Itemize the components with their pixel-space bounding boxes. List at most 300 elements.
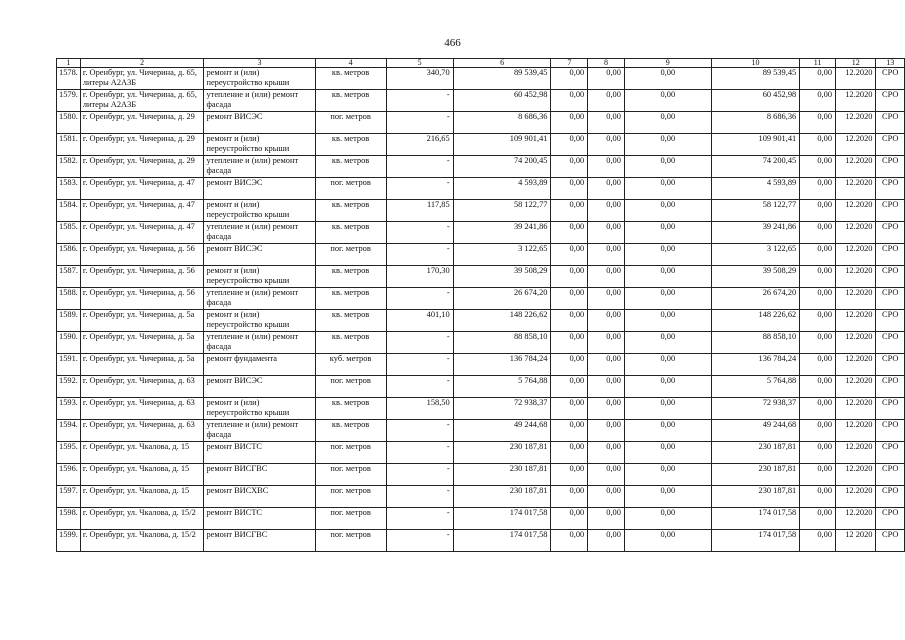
volume-cell: -: [386, 442, 453, 464]
owners-funds-cell: 58 122,77: [711, 200, 800, 222]
row-number-cell: 1585.: [57, 222, 81, 244]
local-budget-cell: 0,00: [624, 200, 711, 222]
regional-budget-cell: 0,00: [588, 442, 625, 464]
method-cell: СРО: [876, 156, 905, 178]
regional-budget-cell: 0,00: [588, 508, 625, 530]
method-cell: СРО: [876, 90, 905, 112]
method-cell: СРО: [876, 112, 905, 134]
fund-cell: 0,00: [551, 442, 588, 464]
table-row: [57, 134, 905, 156]
row-number-cell: 1589.: [57, 310, 81, 332]
work-type-cell: утепление и (или) ремонт фасада: [204, 332, 315, 354]
unit-cell: пог. метров: [315, 486, 386, 508]
address-cell: г. Оренбург, ул. Чичерина, д. 29: [80, 112, 204, 134]
row-number-cell: 1591.: [57, 354, 81, 376]
address-cell: г. Оренбург, ул. Чичерина, д. 56: [80, 244, 204, 266]
volume-cell: 117,85: [386, 200, 453, 222]
other-funds-cell: 0,00: [800, 244, 836, 266]
deadline-cell: 12.2020: [836, 134, 876, 156]
column-header: 13: [876, 59, 905, 68]
other-funds-cell: 0,00: [800, 134, 836, 156]
unit-cell: кв. метров: [315, 222, 386, 244]
column-header: 2: [80, 59, 204, 68]
deadline-cell: 12.2020: [836, 200, 876, 222]
row-number-cell: 1583.: [57, 178, 81, 200]
fund-cell: 0,00: [551, 530, 588, 552]
column-header: 10: [711, 59, 800, 68]
local-budget-cell: 0,00: [624, 332, 711, 354]
unit-cell: кв. метров: [315, 398, 386, 420]
address-cell: г. Оренбург, ул. Чичерина, д. 29: [80, 156, 204, 178]
volume-cell: -: [386, 90, 453, 112]
table-row: [57, 530, 905, 552]
total-cost-cell: 230 187,81: [453, 486, 551, 508]
total-cost-cell: 230 187,81: [453, 442, 551, 464]
work-type-cell: ремонт ВИСХВС: [204, 486, 315, 508]
other-funds-cell: 0,00: [800, 222, 836, 244]
local-budget-cell: 0,00: [624, 134, 711, 156]
column-header: 9: [624, 59, 711, 68]
work-type-cell: утепление и (или) ремонт фасада: [204, 90, 315, 112]
total-cost-cell: 174 017,58: [453, 530, 551, 552]
deadline-cell: 12.2020: [836, 398, 876, 420]
other-funds-cell: 0,00: [800, 442, 836, 464]
local-budget-cell: 0,00: [624, 420, 711, 442]
deadline-cell: 12 2020: [836, 530, 876, 552]
deadline-cell: 12.2020: [836, 442, 876, 464]
volume-cell: -: [386, 288, 453, 310]
other-funds-cell: 0,00: [800, 508, 836, 530]
method-cell: СРО: [876, 222, 905, 244]
table-row: [57, 420, 905, 442]
owners-funds-cell: 8 686,36: [711, 112, 800, 134]
unit-cell: пог. метров: [315, 112, 386, 134]
work-type-cell: ремонт ВИСГВС: [204, 530, 315, 552]
total-cost-cell: 49 244,68: [453, 420, 551, 442]
other-funds-cell: 0,00: [800, 530, 836, 552]
fund-cell: 0,00: [551, 222, 588, 244]
fund-cell: 0,00: [551, 178, 588, 200]
total-cost-cell: 72 938,37: [453, 398, 551, 420]
other-funds-cell: 0,00: [800, 376, 836, 398]
total-cost-cell: 8 686,36: [453, 112, 551, 134]
other-funds-cell: 0,00: [800, 68, 836, 90]
method-cell: СРО: [876, 508, 905, 530]
deadline-cell: 12.2020: [836, 508, 876, 530]
row-number-cell: 1599.: [57, 530, 81, 552]
row-number-cell: 1581.: [57, 134, 81, 156]
owners-funds-cell: 4 593,89: [711, 178, 800, 200]
table-row: [57, 68, 905, 90]
owners-funds-cell: 5 764,88: [711, 376, 800, 398]
volume-cell: -: [386, 156, 453, 178]
unit-cell: кв. метров: [315, 420, 386, 442]
total-cost-cell: 3 122,65: [453, 244, 551, 266]
row-number-cell: 1597.: [57, 486, 81, 508]
total-cost-cell: 89 539,45: [453, 68, 551, 90]
deadline-cell: 12.2020: [836, 68, 876, 90]
work-type-cell: ремонт ВИСЭС: [204, 112, 315, 134]
method-cell: СРО: [876, 442, 905, 464]
table-row: [57, 310, 905, 332]
work-type-cell: ремонт ВИСТС: [204, 442, 315, 464]
local-budget-cell: 0,00: [624, 222, 711, 244]
other-funds-cell: 0,00: [800, 464, 836, 486]
deadline-cell: 12.2020: [836, 464, 876, 486]
local-budget-cell: 0,00: [624, 156, 711, 178]
total-cost-cell: 148 226,62: [453, 310, 551, 332]
row-number-cell: 1578.: [57, 68, 81, 90]
address-cell: г. Оренбург, ул. Чкалова, д. 15: [80, 486, 204, 508]
row-number-cell: 1587.: [57, 266, 81, 288]
table-row: [57, 354, 905, 376]
local-budget-cell: 0,00: [624, 178, 711, 200]
method-cell: СРО: [876, 244, 905, 266]
deadline-cell: 12.2020: [836, 244, 876, 266]
method-cell: СРО: [876, 464, 905, 486]
fund-cell: 0,00: [551, 90, 588, 112]
other-funds-cell: 0,00: [800, 156, 836, 178]
volume-cell: -: [386, 244, 453, 266]
unit-cell: кв. метров: [315, 156, 386, 178]
local-budget-cell: 0,00: [624, 112, 711, 134]
fund-cell: 0,00: [551, 266, 588, 288]
method-cell: СРО: [876, 68, 905, 90]
local-budget-cell: 0,00: [624, 90, 711, 112]
table-row: [57, 200, 905, 222]
volume-cell: -: [386, 354, 453, 376]
regional-budget-cell: 0,00: [588, 288, 625, 310]
owners-funds-cell: 136 784,24: [711, 354, 800, 376]
address-cell: г. Оренбург, ул. Чичерина, д. 63: [80, 398, 204, 420]
row-number-cell: 1580.: [57, 112, 81, 134]
column-header: 6: [453, 59, 551, 68]
total-cost-cell: 4 593,89: [453, 178, 551, 200]
work-type-cell: ремонт и (или) переустройство крыши: [204, 398, 315, 420]
row-number-cell: 1592.: [57, 376, 81, 398]
fund-cell: 0,00: [551, 200, 588, 222]
work-type-cell: утепление и (или) ремонт фасада: [204, 420, 315, 442]
unit-cell: кв. метров: [315, 310, 386, 332]
row-number-cell: 1590.: [57, 332, 81, 354]
row-number-cell: 1582.: [57, 156, 81, 178]
fund-cell: 0,00: [551, 288, 588, 310]
owners-funds-cell: 174 017,58: [711, 530, 800, 552]
volume-cell: -: [386, 376, 453, 398]
fund-cell: 0,00: [551, 310, 588, 332]
works-register-table: [56, 58, 905, 552]
total-cost-cell: 174 017,58: [453, 508, 551, 530]
method-cell: СРО: [876, 200, 905, 222]
volume-cell: -: [386, 464, 453, 486]
other-funds-cell: 0,00: [800, 332, 836, 354]
address-cell: г. Оренбург, ул. Чичерина, д. 47: [80, 200, 204, 222]
regional-budget-cell: 0,00: [588, 244, 625, 266]
total-cost-cell: 58 122,77: [453, 200, 551, 222]
deadline-cell: 12.2020: [836, 156, 876, 178]
regional-budget-cell: 0,00: [588, 530, 625, 552]
work-type-cell: ремонт и (или) переустройство крыши: [204, 266, 315, 288]
total-cost-cell: 5 764,88: [453, 376, 551, 398]
other-funds-cell: 0,00: [800, 178, 836, 200]
unit-cell: кв. метров: [315, 288, 386, 310]
owners-funds-cell: 88 858,10: [711, 332, 800, 354]
total-cost-cell: 136 784,24: [453, 354, 551, 376]
fund-cell: 0,00: [551, 354, 588, 376]
row-number-cell: 1588.: [57, 288, 81, 310]
deadline-cell: 12.2020: [836, 90, 876, 112]
fund-cell: 0,00: [551, 376, 588, 398]
row-number-cell: 1594.: [57, 420, 81, 442]
regional-budget-cell: 0,00: [588, 200, 625, 222]
address-cell: г. Оренбург, ул. Чичерина, д. 5а: [80, 332, 204, 354]
other-funds-cell: 0,00: [800, 288, 836, 310]
volume-cell: 401,10: [386, 310, 453, 332]
row-number-cell: 1598.: [57, 508, 81, 530]
local-budget-cell: 0,00: [624, 530, 711, 552]
column-header: 11: [800, 59, 836, 68]
column-number-row: [57, 59, 905, 68]
regional-budget-cell: 0,00: [588, 354, 625, 376]
table-row: [57, 222, 905, 244]
fund-cell: 0,00: [551, 398, 588, 420]
total-cost-cell: 230 187,81: [453, 464, 551, 486]
address-cell: г. Оренбург, ул. Чичерина, д. 65, литеры А2А3Б: [80, 68, 204, 90]
regional-budget-cell: 0,00: [588, 420, 625, 442]
owners-funds-cell: 109 901,41: [711, 134, 800, 156]
work-type-cell: ремонт ВИСЭС: [204, 376, 315, 398]
address-cell: г. Оренбург, ул. Чичерина, д. 29: [80, 134, 204, 156]
other-funds-cell: 0,00: [800, 398, 836, 420]
table-row: [57, 376, 905, 398]
regional-budget-cell: 0,00: [588, 376, 625, 398]
table-row: [57, 332, 905, 354]
local-budget-cell: 0,00: [624, 464, 711, 486]
method-cell: СРО: [876, 288, 905, 310]
owners-funds-cell: 230 187,81: [711, 486, 800, 508]
regional-budget-cell: 0,00: [588, 398, 625, 420]
owners-funds-cell: 49 244,68: [711, 420, 800, 442]
regional-budget-cell: 0,00: [588, 332, 625, 354]
fund-cell: 0,00: [551, 156, 588, 178]
regional-budget-cell: 0,00: [588, 134, 625, 156]
work-type-cell: утепление и (или) ремонт фасада: [204, 156, 315, 178]
address-cell: г. Оренбург, ул. Чкалова, д. 15/2: [80, 530, 204, 552]
local-budget-cell: 0,00: [624, 508, 711, 530]
volume-cell: -: [386, 332, 453, 354]
other-funds-cell: 0,00: [800, 420, 836, 442]
local-budget-cell: 0,00: [624, 266, 711, 288]
owners-funds-cell: 148 226,62: [711, 310, 800, 332]
method-cell: СРО: [876, 398, 905, 420]
unit-cell: пог. метров: [315, 178, 386, 200]
method-cell: СРО: [876, 486, 905, 508]
address-cell: г. Оренбург, ул. Чкалова, д. 15/2: [80, 508, 204, 530]
owners-funds-cell: 89 539,45: [711, 68, 800, 90]
table-row: [57, 178, 905, 200]
unit-cell: кв. метров: [315, 68, 386, 90]
total-cost-cell: 88 858,10: [453, 332, 551, 354]
table-row: [57, 156, 905, 178]
table-row: [57, 288, 905, 310]
deadline-cell: 12.2020: [836, 222, 876, 244]
row-number-cell: 1593.: [57, 398, 81, 420]
address-cell: г. Оренбург, ул. Чичерина, д. 56: [80, 288, 204, 310]
volume-cell: 158,50: [386, 398, 453, 420]
address-cell: г. Оренбург, ул. Чичерина, д. 5а: [80, 354, 204, 376]
total-cost-cell: 60 452,98: [453, 90, 551, 112]
total-cost-cell: 26 674,20: [453, 288, 551, 310]
regional-budget-cell: 0,00: [588, 222, 625, 244]
regional-budget-cell: 0,00: [588, 112, 625, 134]
other-funds-cell: 0,00: [800, 354, 836, 376]
volume-cell: 216,65: [386, 134, 453, 156]
work-type-cell: ремонт и (или) переустройство крыши: [204, 68, 315, 90]
table-row: [57, 398, 905, 420]
fund-cell: 0,00: [551, 134, 588, 156]
unit-cell: пог. метров: [315, 464, 386, 486]
volume-cell: -: [386, 530, 453, 552]
regional-budget-cell: 0,00: [588, 68, 625, 90]
other-funds-cell: 0,00: [800, 90, 836, 112]
unit-cell: пог. метров: [315, 376, 386, 398]
row-number-cell: 1584.: [57, 200, 81, 222]
owners-funds-cell: 39 241,86: [711, 222, 800, 244]
volume-cell: -: [386, 420, 453, 442]
regional-budget-cell: 0,00: [588, 486, 625, 508]
fund-cell: 0,00: [551, 244, 588, 266]
work-type-cell: ремонт ВИСЭС: [204, 178, 315, 200]
local-budget-cell: 0,00: [624, 68, 711, 90]
owners-funds-cell: 230 187,81: [711, 464, 800, 486]
total-cost-cell: 74 200,45: [453, 156, 551, 178]
work-type-cell: ремонт и (или) переустройство крыши: [204, 310, 315, 332]
table-row: [57, 486, 905, 508]
unit-cell: кв. метров: [315, 90, 386, 112]
owners-funds-cell: 39 508,29: [711, 266, 800, 288]
local-budget-cell: 0,00: [624, 376, 711, 398]
fund-cell: 0,00: [551, 332, 588, 354]
work-type-cell: ремонт ВИСТС: [204, 508, 315, 530]
deadline-cell: 12.2020: [836, 288, 876, 310]
address-cell: г. Оренбург, ул. Чкалова, д. 15: [80, 442, 204, 464]
deadline-cell: 12.2020: [836, 266, 876, 288]
total-cost-cell: 39 508,29: [453, 266, 551, 288]
owners-funds-cell: 74 200,45: [711, 156, 800, 178]
local-budget-cell: 0,00: [624, 486, 711, 508]
owners-funds-cell: 230 187,81: [711, 442, 800, 464]
work-type-cell: ремонт и (или) переустройство крыши: [204, 200, 315, 222]
unit-cell: пог. метров: [315, 530, 386, 552]
table-row: [57, 464, 905, 486]
column-header: 4: [315, 59, 386, 68]
regional-budget-cell: 0,00: [588, 266, 625, 288]
local-budget-cell: 0,00: [624, 442, 711, 464]
owners-funds-cell: 3 122,65: [711, 244, 800, 266]
table-row: [57, 266, 905, 288]
row-number-cell: 1586.: [57, 244, 81, 266]
address-cell: г. Оренбург, ул. Чичерина, д. 63: [80, 420, 204, 442]
unit-cell: кв. метров: [315, 200, 386, 222]
fund-cell: 0,00: [551, 420, 588, 442]
owners-funds-cell: 26 674,20: [711, 288, 800, 310]
owners-funds-cell: 72 938,37: [711, 398, 800, 420]
regional-budget-cell: 0,00: [588, 156, 625, 178]
row-number-cell: 1579.: [57, 90, 81, 112]
deadline-cell: 12.2020: [836, 112, 876, 134]
volume-cell: 340,70: [386, 68, 453, 90]
table-row: [57, 90, 905, 112]
volume-cell: -: [386, 222, 453, 244]
column-header: 5: [386, 59, 453, 68]
page-number: 466: [444, 37, 461, 49]
deadline-cell: 12.2020: [836, 354, 876, 376]
regional-budget-cell: 0,00: [588, 178, 625, 200]
deadline-cell: 12.2020: [836, 486, 876, 508]
unit-cell: пог. метров: [315, 442, 386, 464]
method-cell: СРО: [876, 332, 905, 354]
work-type-cell: ремонт ВИСГВС: [204, 464, 315, 486]
row-number-cell: 1595.: [57, 442, 81, 464]
table-row: [57, 112, 905, 134]
local-budget-cell: 0,00: [624, 288, 711, 310]
volume-cell: -: [386, 508, 453, 530]
fund-cell: 0,00: [551, 486, 588, 508]
method-cell: СРО: [876, 178, 905, 200]
total-cost-cell: 39 241,86: [453, 222, 551, 244]
other-funds-cell: 0,00: [800, 266, 836, 288]
other-funds-cell: 0,00: [800, 310, 836, 332]
work-type-cell: ремонт фундамента: [204, 354, 315, 376]
address-cell: г. Оренбург, ул. Чичерина, д. 65, литеры А2А3Б: [80, 90, 204, 112]
local-budget-cell: 0,00: [624, 398, 711, 420]
fund-cell: 0,00: [551, 68, 588, 90]
column-header: 7: [551, 59, 588, 68]
deadline-cell: 12.2020: [836, 178, 876, 200]
deadline-cell: 12.2020: [836, 376, 876, 398]
method-cell: СРО: [876, 266, 905, 288]
fund-cell: 0,00: [551, 112, 588, 134]
volume-cell: -: [386, 486, 453, 508]
regional-budget-cell: 0,00: [588, 310, 625, 332]
total-cost-cell: 109 901,41: [453, 134, 551, 156]
other-funds-cell: 0,00: [800, 200, 836, 222]
unit-cell: кв. метров: [315, 134, 386, 156]
other-funds-cell: 0,00: [800, 486, 836, 508]
address-cell: г. Оренбург, ул. Чичерина, д. 5а: [80, 310, 204, 332]
table-body: [57, 68, 905, 552]
method-cell: СРО: [876, 354, 905, 376]
owners-funds-cell: 174 017,58: [711, 508, 800, 530]
table-row: [57, 244, 905, 266]
method-cell: СРО: [876, 376, 905, 398]
fund-cell: 0,00: [551, 508, 588, 530]
row-number-cell: 1596.: [57, 464, 81, 486]
other-funds-cell: 0,00: [800, 112, 836, 134]
column-header: 3: [204, 59, 315, 68]
local-budget-cell: 0,00: [624, 310, 711, 332]
work-type-cell: утепление и (или) ремонт фасада: [204, 288, 315, 310]
method-cell: СРО: [876, 310, 905, 332]
volume-cell: 170,30: [386, 266, 453, 288]
address-cell: г. Оренбург, ул. Чичерина, д. 56: [80, 266, 204, 288]
method-cell: СРО: [876, 134, 905, 156]
regional-budget-cell: 0,00: [588, 90, 625, 112]
table-header: [57, 59, 905, 68]
table-row: [57, 508, 905, 530]
local-budget-cell: 0,00: [624, 244, 711, 266]
volume-cell: -: [386, 178, 453, 200]
